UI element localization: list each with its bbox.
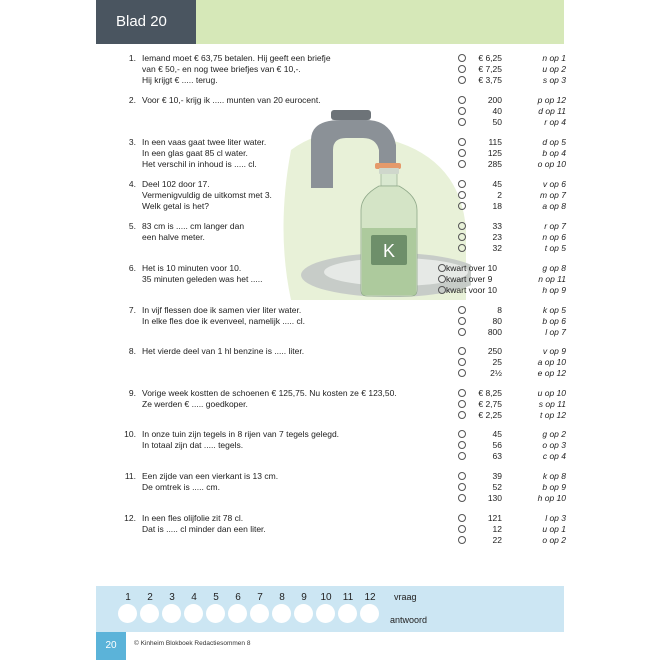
radio-circle-icon[interactable] — [458, 514, 466, 522]
radio-circle-icon[interactable] — [458, 441, 466, 449]
copyright-text: © Kinheim Blokboek Redactiesommen 8 — [134, 640, 251, 647]
radio-circle-icon[interactable] — [458, 536, 466, 544]
answer-option[interactable] — [438, 53, 564, 64]
radio-circle-icon[interactable] — [458, 400, 466, 408]
radio-circle-icon[interactable] — [458, 65, 466, 73]
option-value: 56 — [492, 440, 502, 450]
slot-number: 11 — [342, 592, 354, 603]
answer-option[interactable] — [438, 190, 564, 201]
question-line: Het vierde deel van 1 hl benzine is ..... liter. — [142, 346, 305, 356]
option-value: 800 — [487, 327, 502, 337]
option-code: n op 11 — [538, 274, 566, 284]
answer-option[interactable] — [438, 357, 564, 368]
question-text — [142, 346, 304, 357]
option-code: r op 7 — [544, 221, 566, 231]
radio-circle-icon[interactable] — [458, 138, 466, 146]
option-value: € 3,75 — [478, 75, 502, 85]
option-value: 25 — [492, 357, 502, 367]
question-number: 6. — [128, 263, 136, 273]
radio-circle-icon[interactable] — [458, 494, 466, 502]
option-value: 33 — [492, 221, 502, 231]
answer-option[interactable] — [438, 179, 564, 190]
question-text — [142, 263, 263, 285]
radio-circle-icon[interactable] — [458, 389, 466, 397]
question-text — [142, 53, 331, 86]
question-line: Vermenigvuldig de uitkomst met 3. — [142, 190, 272, 200]
question-line: In een vaas gaat twee liter water. — [142, 137, 267, 147]
question-text — [142, 305, 305, 327]
option-value: 2½ — [490, 368, 502, 378]
radio-circle-icon[interactable] — [458, 328, 466, 336]
option-value: 40 — [492, 106, 502, 116]
option-code: v op 6 — [542, 179, 566, 189]
radio-circle-icon[interactable] — [458, 96, 466, 104]
option-code: g op 2 — [542, 429, 566, 439]
question-line: Vorige week kostten de schoenen € 125,75. Nu kosten ze € 123,50. — [142, 388, 397, 398]
option-value: € 2,75 — [478, 399, 502, 409]
answer-slot-circle[interactable] — [118, 604, 137, 623]
option-code: b op 4 — [542, 148, 566, 158]
answer-options — [438, 137, 564, 170]
question-line: Dat is ..... cl minder dan een liter. — [142, 524, 266, 534]
answer-option[interactable] — [438, 305, 564, 316]
question-line: In onze tuin zijn tegels in 8 rijen van 7 tegels gelegd. — [142, 429, 340, 439]
question-line: een halve meter. — [142, 232, 205, 242]
option-code: v op 9 — [542, 346, 566, 356]
page-header — [96, 0, 564, 44]
option-code: a op 8 — [542, 201, 566, 211]
slot-number: 10 — [320, 592, 332, 603]
radio-circle-icon[interactable] — [438, 264, 446, 272]
option-code: p op 12 — [537, 95, 566, 105]
radio-circle-icon[interactable] — [458, 317, 466, 325]
question-text — [142, 471, 278, 493]
question-line: 83 cm is ..... cm langer dan — [142, 221, 245, 231]
option-value: kwart over 9 — [446, 274, 493, 284]
question-text — [142, 221, 244, 243]
answer-slot-circle[interactable] — [272, 604, 291, 623]
question-number: 12. — [124, 513, 136, 523]
question-line: Voor € 10,- krijg ik ..... munten van 20 eurocent. — [142, 95, 321, 105]
radio-circle-icon[interactable] — [458, 76, 466, 84]
radio-circle-icon[interactable] — [458, 149, 466, 157]
option-value: 22 — [492, 535, 502, 545]
radio-circle-icon[interactable] — [458, 118, 466, 126]
option-code: m op 7 — [540, 190, 566, 200]
question-text — [142, 513, 266, 535]
answer-option[interactable] — [438, 346, 564, 357]
option-code: t op 5 — [544, 243, 566, 253]
option-value: kwart voor 10 — [446, 285, 498, 295]
question-number: 9. — [128, 388, 136, 398]
answer-bar — [96, 586, 564, 632]
answer-slot-circle[interactable] — [162, 604, 181, 623]
option-code: h op 10 — [537, 493, 566, 503]
answer-option[interactable] — [438, 263, 564, 274]
answer-option[interactable] — [438, 159, 564, 170]
option-code: o op 2 — [542, 535, 566, 545]
option-value: € 7,25 — [478, 64, 502, 74]
option-code: d op 11 — [538, 106, 566, 116]
answer-slot-circle[interactable] — [140, 604, 159, 623]
option-code: s op 11 — [538, 399, 566, 409]
option-code: u op 2 — [542, 64, 566, 74]
option-value: 285 — [487, 159, 502, 169]
answer-option[interactable] — [438, 64, 564, 75]
page-footer — [96, 632, 564, 660]
slot-number: 3 — [169, 592, 175, 603]
slot-number: 4 — [191, 592, 197, 603]
answer-slot-circle[interactable] — [360, 604, 379, 623]
radio-circle-icon[interactable] — [458, 411, 466, 419]
radio-circle-icon[interactable] — [458, 54, 466, 62]
answer-option[interactable] — [438, 316, 564, 327]
question-line: In totaal zijn dat ..... tegels. — [142, 440, 244, 450]
answer-options — [438, 179, 564, 212]
bottle-label-letter: K — [382, 241, 396, 261]
option-code: b op 6 — [542, 316, 566, 326]
slot-number: 1 — [125, 592, 131, 603]
radio-circle-icon[interactable] — [458, 430, 466, 438]
question-text — [142, 429, 339, 451]
question-line: Een zijde van een vierkant is 13 cm. — [142, 471, 279, 481]
radio-circle-icon[interactable] — [458, 180, 466, 188]
answer-option[interactable] — [438, 117, 564, 128]
option-value: 250 — [487, 346, 502, 356]
answer-options — [438, 471, 564, 504]
answer-option[interactable] — [438, 440, 564, 451]
radio-circle-icon[interactable] — [458, 452, 466, 460]
option-value: 8 — [497, 305, 502, 315]
question-text — [142, 179, 272, 212]
option-value: 115 — [488, 137, 502, 147]
question-number: 3. — [128, 137, 136, 147]
option-code: r op 4 — [544, 117, 566, 127]
question-line: In elke fles doe ik evenveel, namelijk ..... cl. — [142, 316, 305, 326]
option-code: a op 10 — [537, 357, 566, 367]
question-line: Deel 102 door 17. — [142, 179, 210, 189]
radio-circle-icon[interactable] — [458, 233, 466, 241]
option-value: 32 — [492, 243, 502, 253]
option-value: 2 — [497, 190, 502, 200]
header-title-block — [96, 0, 196, 44]
answer-options — [438, 388, 564, 421]
answer-slot-circle[interactable] — [228, 604, 247, 623]
radio-circle-icon[interactable] — [458, 525, 466, 533]
question-number: 1. — [128, 53, 136, 63]
radio-circle-icon[interactable] — [438, 275, 446, 283]
answer-option[interactable] — [438, 493, 564, 504]
question-number: 8. — [128, 346, 136, 356]
answer-option[interactable] — [438, 429, 564, 440]
slot-number: 6 — [235, 592, 241, 603]
option-code: t op 12 — [540, 410, 566, 420]
option-value: € 8,25 — [478, 388, 502, 398]
answer-options — [438, 53, 564, 86]
question-text — [142, 137, 266, 170]
option-value: € 6,25 — [478, 53, 502, 63]
question-line: In een fles olijfolie zit 78 cl. — [142, 513, 244, 523]
option-value: 80 — [492, 316, 502, 326]
option-value: 23 — [492, 232, 502, 242]
option-value: 130 — [487, 493, 502, 503]
option-code: s op 3 — [542, 75, 566, 85]
answer-option[interactable] — [438, 410, 564, 421]
answer-option[interactable] — [438, 285, 564, 296]
question-line: In een glas gaat 85 cl water. — [142, 148, 248, 158]
slot-number: 8 — [279, 592, 285, 603]
option-code: e op 12 — [537, 368, 566, 378]
tap-handle — [331, 110, 371, 120]
radio-circle-icon[interactable] — [458, 472, 466, 480]
answer-options — [438, 305, 564, 338]
question-line: Hij krijgt € ..... terug. — [142, 75, 218, 85]
answer-option[interactable] — [438, 201, 564, 212]
answer-options — [438, 221, 564, 254]
answer-option[interactable] — [438, 524, 564, 535]
answer-option[interactable] — [438, 137, 564, 148]
page-title: Blad 20 — [116, 13, 167, 30]
answer-options — [438, 429, 564, 462]
option-value: € 2,25 — [478, 410, 502, 420]
radio-circle-icon[interactable] — [458, 222, 466, 230]
option-code: u op 10 — [537, 388, 566, 398]
option-code: o op 3 — [542, 440, 566, 450]
option-code: o op 10 — [537, 159, 566, 169]
option-value: 39 — [492, 471, 502, 481]
question-number: 2. — [128, 95, 136, 105]
vraag-label: vraag — [394, 592, 417, 602]
worksheet-page — [96, 0, 564, 660]
option-code: b op 9 — [542, 482, 566, 492]
bottle-cap — [379, 168, 399, 174]
question-line: Iemand moet € 63,75 betalen. Hij geeft een briefje — [142, 53, 331, 63]
option-value: 45 — [492, 429, 502, 439]
question-text — [142, 388, 397, 410]
answer-options — [438, 346, 564, 379]
answer-option[interactable] — [438, 221, 564, 232]
option-value: 45 — [492, 179, 502, 189]
answer-slot-circle[interactable] — [294, 604, 313, 623]
option-code: c op 4 — [542, 451, 566, 461]
option-value: 12 — [492, 524, 502, 534]
answer-option[interactable] — [438, 388, 564, 399]
answer-option[interactable] — [438, 368, 564, 379]
answer-option[interactable] — [438, 243, 564, 254]
answer-option[interactable] — [438, 482, 564, 493]
answer-option[interactable] — [438, 106, 564, 117]
answer-slot-circle[interactable] — [250, 604, 269, 623]
option-code: k op 5 — [542, 305, 566, 315]
question-text — [142, 95, 321, 106]
option-value: 50 — [492, 117, 502, 127]
option-code: k op 8 — [542, 471, 566, 481]
slot-number: 5 — [213, 592, 219, 603]
page-number: 20 — [96, 632, 126, 660]
question-line: Het verschil in inhoud is ..... cl. — [142, 159, 257, 169]
radio-circle-icon[interactable] — [458, 369, 466, 377]
slot-number: 9 — [301, 592, 307, 603]
question-number: 7. — [128, 305, 136, 315]
question-line: Ze werden € ..... goedkoper. — [142, 399, 248, 409]
radio-circle-icon[interactable] — [458, 107, 466, 115]
answer-option[interactable] — [438, 95, 564, 106]
option-code: l op 3 — [545, 513, 566, 523]
answer-option[interactable] — [438, 471, 564, 482]
answer-option[interactable] — [438, 274, 564, 285]
radio-circle-icon[interactable] — [458, 191, 466, 199]
question-line: In vijf flessen doe ik samen vier liter water. — [142, 305, 302, 315]
option-code: h op 9 — [542, 285, 566, 295]
answer-option[interactable] — [438, 148, 564, 159]
answer-slot-circle[interactable] — [184, 604, 203, 623]
slot-number: 12 — [364, 592, 376, 603]
option-value: 200 — [487, 95, 502, 105]
option-code: u op 1 — [542, 524, 566, 534]
slot-number: 7 — [257, 592, 263, 603]
question-number: 11. — [124, 471, 136, 481]
radio-circle-icon[interactable] — [458, 347, 466, 355]
question-line: De omtrek is ..... cm. — [142, 482, 220, 492]
option-code: l op 7 — [545, 327, 566, 337]
option-code: n op 6 — [542, 232, 566, 242]
question-number: 4. — [128, 179, 136, 189]
answer-option[interactable] — [438, 399, 564, 410]
answer-option[interactable] — [438, 451, 564, 462]
bottle-neck — [381, 172, 397, 186]
slot-number: 2 — [147, 592, 153, 603]
question-line: van € 50,- en nog twee briefjes van € 10,-. — [142, 64, 301, 74]
answer-options — [438, 263, 564, 296]
question-line: 35 minuten geleden was het ..... — [142, 274, 263, 284]
answer-option[interactable] — [438, 75, 564, 86]
question-line: Welk getal is het? — [142, 201, 209, 211]
answer-options — [438, 513, 564, 546]
answer-option[interactable] — [438, 232, 564, 243]
radio-circle-icon[interactable] — [458, 160, 466, 168]
answer-option[interactable] — [438, 535, 564, 546]
question-number: 5. — [128, 221, 136, 231]
question-number: 10. — [124, 429, 136, 439]
answer-options — [438, 95, 564, 128]
option-value: kwart over 10 — [446, 263, 498, 273]
question-line: Het is 10 minuten voor 10. — [142, 263, 242, 273]
header-band — [196, 0, 564, 44]
antwoord-label: antwoord — [390, 615, 428, 625]
option-value: 121 — [487, 513, 502, 523]
option-value: 125 — [487, 148, 502, 158]
radio-circle-icon[interactable] — [458, 306, 466, 314]
radio-circle-icon[interactable] — [458, 483, 466, 491]
answer-slot-circle[interactable] — [206, 604, 225, 623]
answer-slot-circle[interactable] — [338, 604, 357, 623]
radio-circle-icon[interactable] — [458, 202, 466, 210]
option-value: 18 — [492, 201, 502, 211]
answer-option[interactable] — [438, 327, 564, 338]
option-value: 52 — [492, 482, 502, 492]
option-code: d op 5 — [542, 137, 566, 147]
radio-circle-icon[interactable] — [458, 358, 466, 366]
option-value: 63 — [492, 451, 502, 461]
answer-slot-circle[interactable] — [316, 604, 335, 623]
option-code: g op 8 — [542, 263, 566, 273]
radio-circle-icon[interactable] — [458, 244, 466, 252]
option-code: n op 1 — [542, 53, 566, 63]
radio-circle-icon[interactable] — [438, 286, 446, 294]
answer-option[interactable] — [438, 513, 564, 524]
